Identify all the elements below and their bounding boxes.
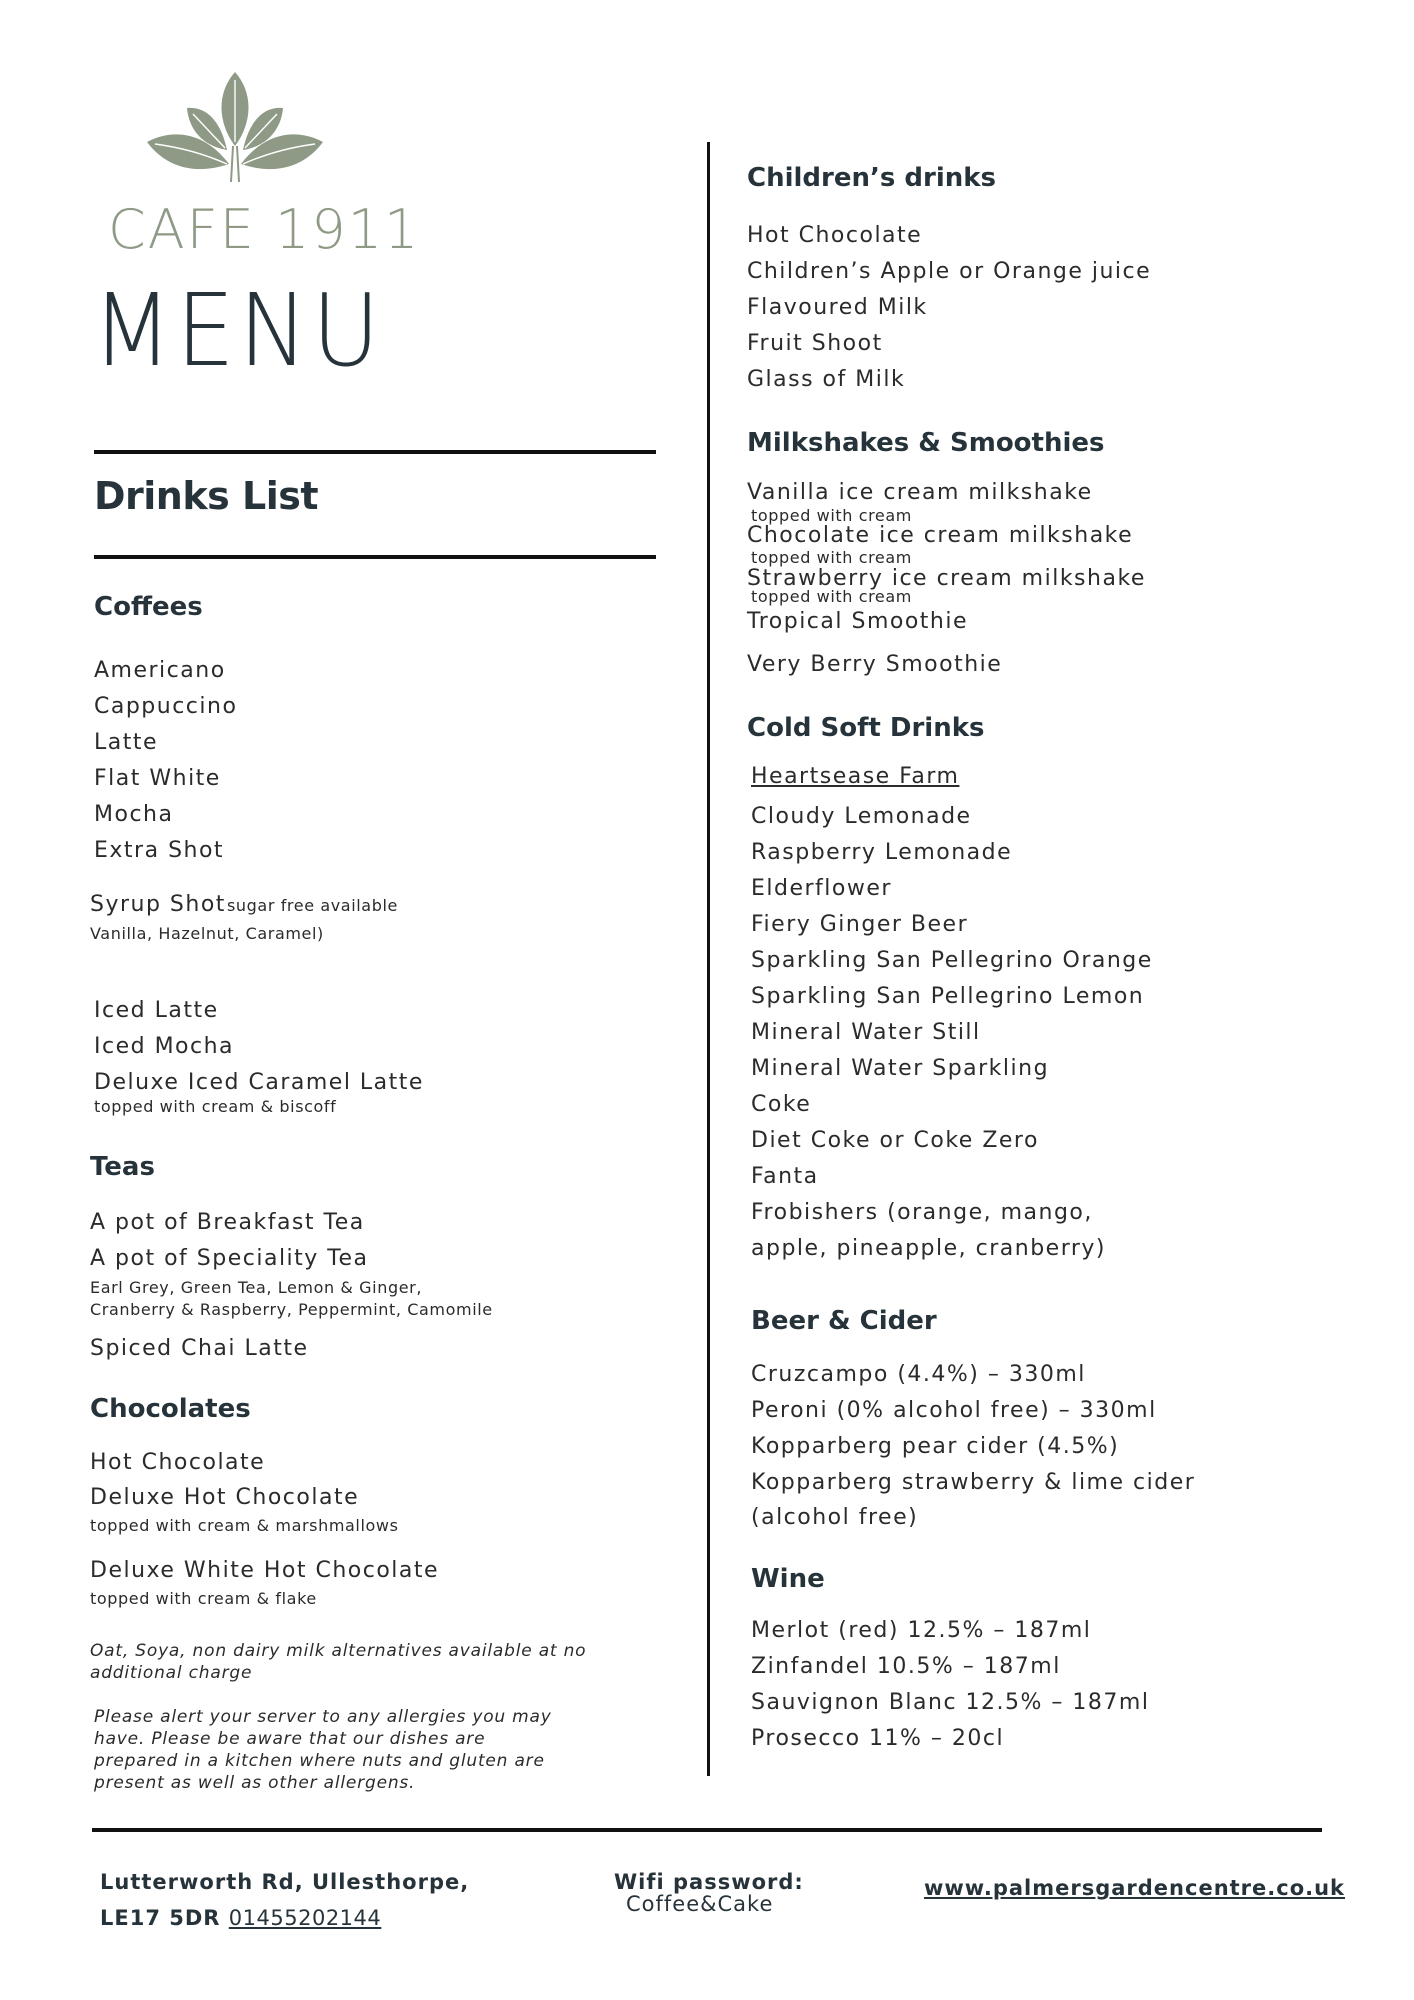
list-item: Very Berry Smoothie: [747, 652, 1003, 677]
list-item: Sauvignon Blanc 12.5% – 187ml: [751, 1690, 1150, 1715]
divider-bottom: [94, 555, 656, 559]
list-item: Strawberry ice cream milkshake: [747, 566, 1146, 591]
list-item: Sparkling San Pellegrino Orange: [751, 948, 1153, 973]
teas-heading: Teas: [90, 1152, 155, 1182]
list-item: A pot of Speciality Tea: [90, 1246, 369, 1271]
column-divider: [707, 142, 710, 1776]
syrup-shot: Syrup Shot: [90, 892, 226, 917]
list-item: Merlot (red) 12.5% – 187ml: [751, 1618, 1092, 1643]
list-item: Cruzcampo (4.4%) – 330ml: [751, 1362, 1086, 1387]
list-item: Children’s Apple or Orange juice: [747, 259, 1152, 284]
white-note: topped with cream & flake: [90, 1589, 317, 1608]
deluxe-note: topped with cream & marshmallows: [90, 1516, 399, 1535]
chocolates-heading: Chocolates: [90, 1394, 251, 1424]
list-item: Iced Mocha: [94, 1034, 235, 1059]
cafe-name: CAFE 1911: [108, 198, 421, 261]
list-item: A pot of Breakfast Tea: [90, 1210, 365, 1235]
list-item: Cloudy Lemonade: [751, 804, 972, 829]
list-item: Kopparberg strawberry & lime cider: [751, 1470, 1196, 1495]
allergy-note: Please alert your server to any allergies you may have. Please be aware that our dishes are prepared in a kitchen where nuts and gluten are present as well as other allergens.: [94, 1707, 552, 1793]
list-item: apple, pineapple, cranberry): [751, 1236, 1107, 1261]
coffees-heading: Coffees: [94, 592, 203, 622]
list-item: Chocolate ice cream milkshake: [747, 523, 1134, 548]
childrens-heading: Children’s drinks: [747, 163, 997, 193]
footer-divider: [92, 1828, 1322, 1832]
address-line-1: Lutterworth Rd, Ullesthorpe,: [100, 1870, 470, 1894]
wifi-password: Coffee&Cake: [626, 1892, 774, 1916]
list-item: Fanta: [751, 1164, 819, 1189]
list-item: Deluxe Hot Chocolate: [90, 1485, 360, 1510]
list-item: (alcohol free): [751, 1505, 919, 1530]
speciality-note: Earl Grey, Green Tea, Lemon & Ginger,: [90, 1278, 423, 1297]
list-item: Americano: [94, 658, 226, 683]
list-item: Mineral Water Sparkling: [751, 1056, 1050, 1081]
syrup-flavours: Vanilla, Hazelnut, Caramel): [90, 924, 324, 943]
list-item: Flavoured Milk: [747, 295, 928, 320]
postcode: LE17 5DR: [100, 1906, 221, 1930]
list-item: Elderflower: [751, 876, 892, 901]
beer-cider-heading: Beer & Cider: [751, 1306, 937, 1336]
cold-drinks-heading: Cold Soft Drinks: [747, 713, 985, 743]
list-item: Zinfandel 10.5% – 187ml: [751, 1654, 1061, 1679]
list-item: Sparkling San Pellegrino Lemon: [751, 984, 1145, 1009]
syrup-note: sugar free available: [227, 896, 398, 915]
phone-link[interactable]: 01455202144: [228, 1906, 382, 1930]
list-item: Peroni (0% alcohol free) – 330ml: [751, 1398, 1157, 1423]
list-item: Mineral Water Still: [751, 1020, 981, 1045]
list-item: Hot Chocolate: [90, 1450, 266, 1475]
list-item: Cappuccino: [94, 694, 238, 719]
list-item: Frobishers (orange, mango,: [751, 1200, 1093, 1225]
list-item: Mocha: [94, 802, 174, 827]
list-item: Hot Chocolate: [747, 223, 923, 248]
vanilla-note: topped with cream: [751, 506, 912, 525]
milk-alternatives-note: Oat, Soya, non dairy milk alternatives available at no additional charge: [90, 1641, 587, 1683]
list-item: Spiced Chai Latte: [90, 1336, 309, 1361]
drinks-list-title: Drinks List: [94, 474, 319, 518]
iced-note: topped with cream & biscoff: [94, 1097, 337, 1116]
chocolate-note: topped with cream: [751, 548, 912, 567]
wine-heading: Wine: [751, 1564, 825, 1594]
list-item: Vanilla ice cream milkshake: [747, 480, 1093, 505]
list-item: Glass of Milk: [747, 367, 906, 392]
list-item: Iced Latte: [94, 998, 219, 1023]
speciality-note: Cranberry & Raspberry, Peppermint, Camomile: [90, 1300, 493, 1319]
list-item: Extra Shot: [94, 838, 225, 863]
menu-title: MENU: [92, 272, 384, 389]
list-item: Fiery Ginger Beer: [751, 912, 969, 937]
strawberry-note: topped with cream: [751, 587, 912, 606]
list-item: Diet Coke or Coke Zero: [751, 1128, 1039, 1153]
heartsease-farm-label: Heartsease Farm: [751, 764, 960, 789]
list-item: Deluxe White Hot Chocolate: [90, 1558, 440, 1583]
milkshakes-heading: Milkshakes & Smoothies: [747, 428, 1105, 458]
list-item: Flat White: [94, 766, 221, 791]
list-item: Deluxe Iced Caramel Latte: [94, 1070, 424, 1095]
list-item: Prosecco 11% – 20cl: [751, 1726, 1005, 1751]
list-item: Raspberry Lemonade: [751, 840, 1013, 865]
website-link[interactable]: www.palmersgardencentre.co.uk: [924, 1876, 1346, 1900]
wifi-label: Wifi password:: [614, 1870, 804, 1894]
list-item: Tropical Smoothie: [747, 609, 969, 634]
list-item: Kopparberg pear cider (4.5%): [751, 1434, 1120, 1459]
leaf-logo-icon: [145, 70, 325, 182]
divider-top: [94, 450, 656, 454]
list-item: Fruit Shoot: [747, 331, 883, 356]
list-item: Coke: [751, 1092, 812, 1117]
address-line-2: [100, 1906, 381, 1930]
list-item: Latte: [94, 730, 159, 755]
